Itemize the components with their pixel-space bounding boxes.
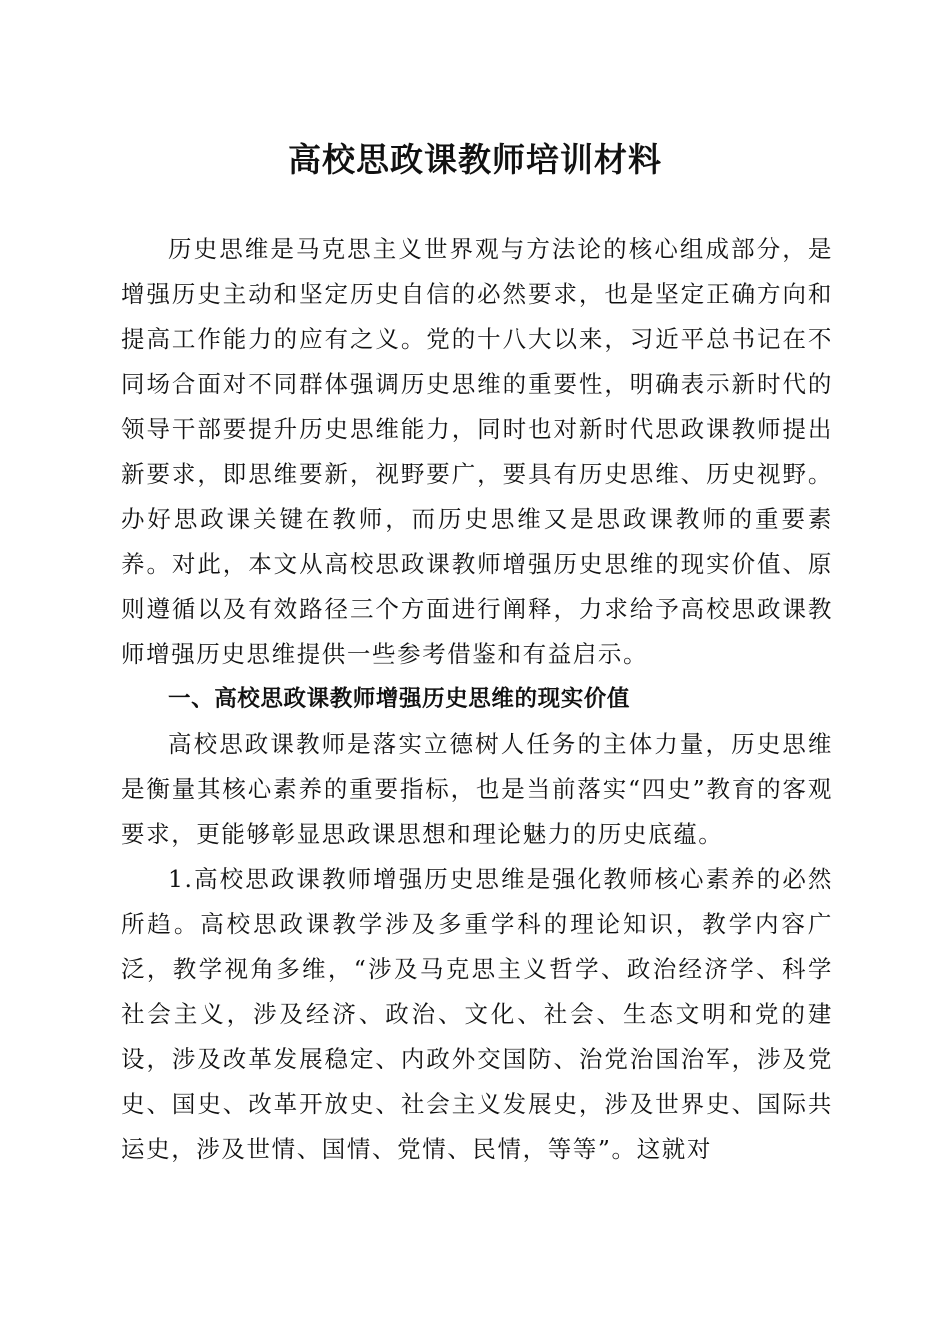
section-heading: 一、高校思政课教师增强历史思维的现实价值 — [168, 686, 631, 712]
subsection-paragraph: 1.高校思政课教师增强历史思维是强化教师核心素养的必然所趋。高校思政课教学涉及多重学科的理论知识，教学内容广泛，教学视角多维，“涉及马克思主义哲学、政治经济学、科学社会主义，涉及经济、政治、文化、社会、生态文明和党的建设，涉及改革发展稳定、内政外交国防、治党治国治军，涉及党史、国史、改革开放史、社会主义发展史，涉及世界史、国际共运史，涉及世情、国情、党情、民情，等等”。这就对 — [121, 865, 833, 1163]
document-body — [121, 227, 833, 1172]
document-title: 高校思政课教师培训材料 — [288, 140, 662, 179]
intro-paragraph: 历史思维是马克思主义世界观与方法论的核心组成部分，是增强历史主动和坚定历史自信的必然要求，也是坚定正确方向和提高工作能力的应有之义。党的十八大以来，习近平总书记在不同场合面对不同群体强调历史思维的重要性，明确表示新时代的领导干部要提升历史思维能力，同时也对新时代思政课教师提出新要求，即思维要新，视野要广，要具有历史思维、历史视野。办好思政课关键在教师，而历史思维又是思政课教师的重要素养。对此，本文从高校思政课教师增强历史思维的现实价值、原则遵循以及有效路径三个方面进行阐释，力求给予高校思政课教师增强历史思维提供一些参考借鉴和有益启示。 — [121, 235, 833, 668]
section-paragraph: 高校思政课教师是落实立德树人任务的主体力量，历史思维是衡量其核心素养的重要指标，也是当前落实“四史”教育的客观要求，更能够彰显思政课思想和理论魅力的历史底蕴。 — [121, 730, 833, 848]
